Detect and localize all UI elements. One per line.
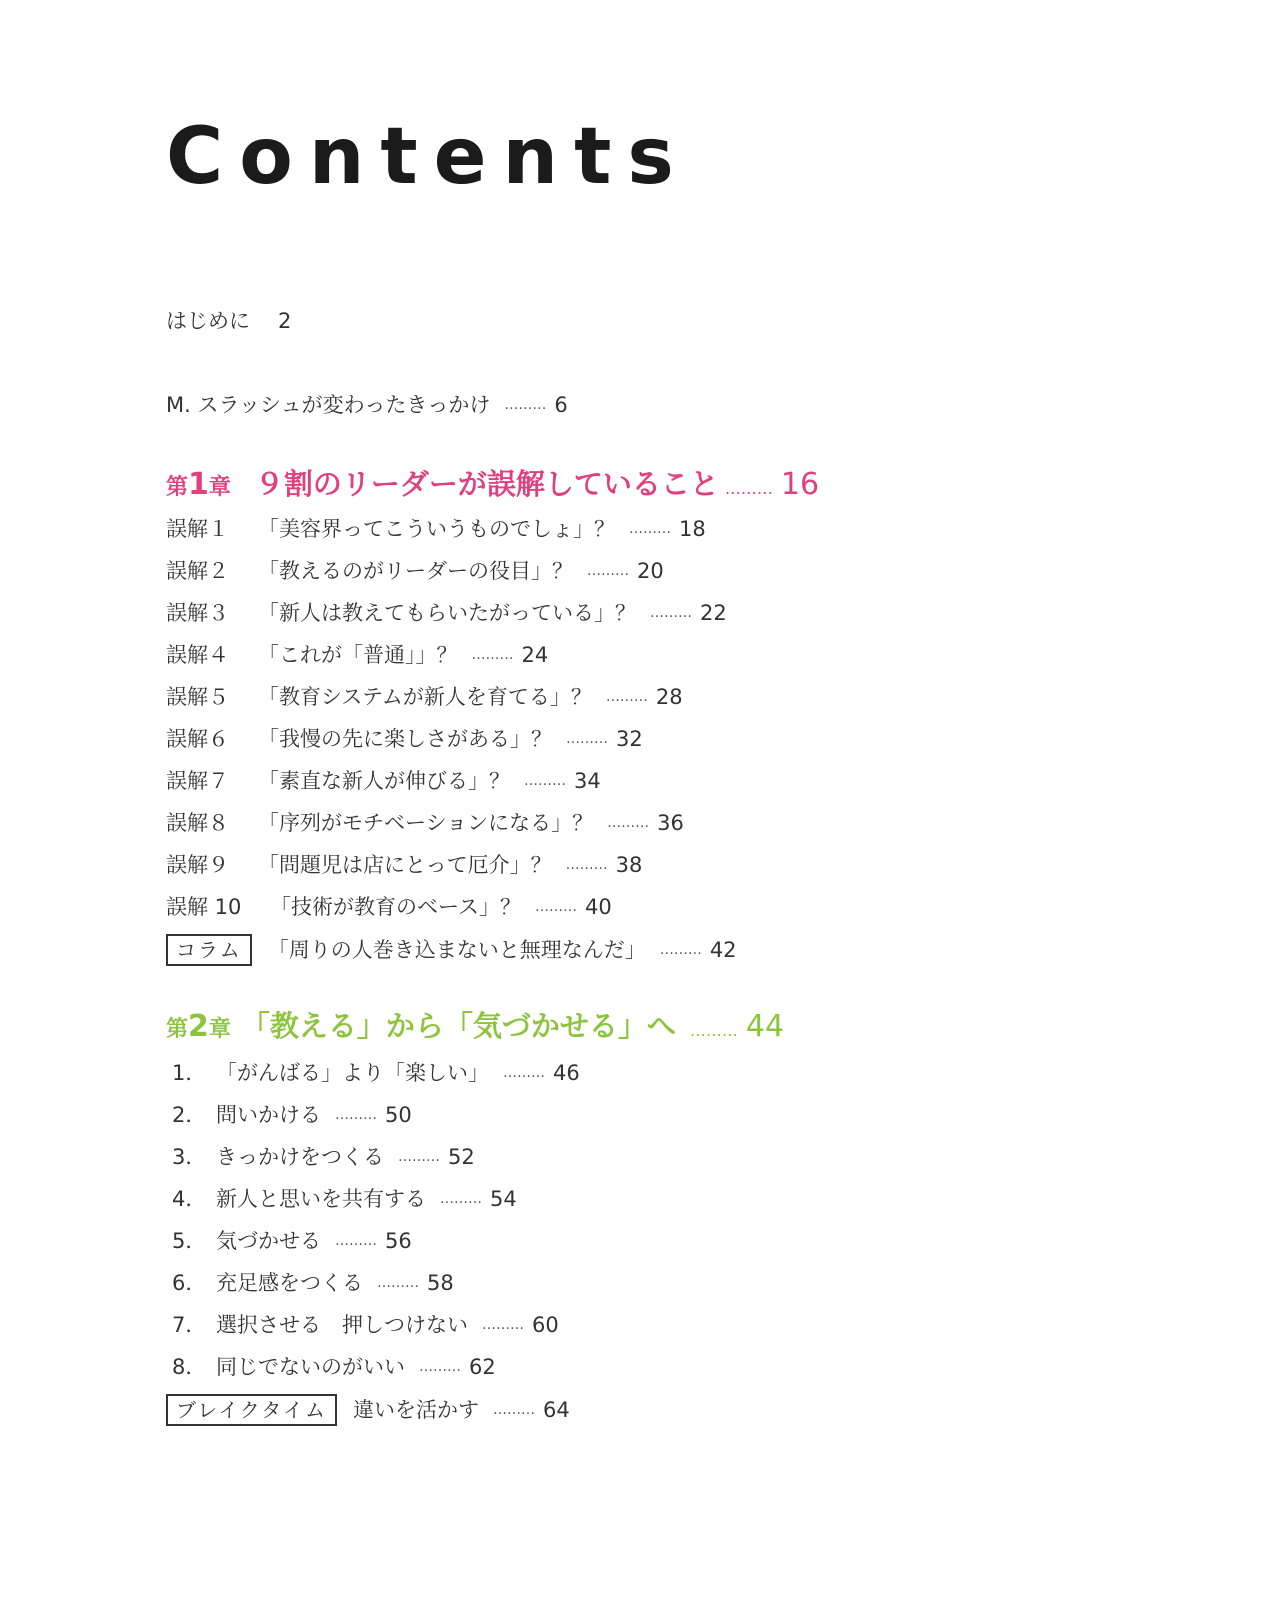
toc-entry-section-4[interactable] (166, 1184, 517, 1214)
toc-entry-misunderstanding-5[interactable] (166, 682, 683, 712)
entry-text: 「素直な新人が伸びる」？ (258, 769, 510, 793)
entry-page: 22 (700, 601, 727, 625)
entry-text: 「問題児は店にとって厄介」？ (258, 853, 552, 877)
entry-number: 3． (172, 1145, 207, 1169)
chapter-2-page: 44 (745, 1009, 785, 1044)
entry-number: 4． (172, 1187, 207, 1211)
toc-entry-section-3[interactable] (166, 1142, 475, 1172)
column-page: 42 (709, 938, 737, 962)
entry-dots: ……… (566, 731, 608, 747)
toc-entry-misunderstanding-9[interactable] (166, 850, 642, 880)
entry-dots: ……… (650, 605, 692, 621)
entry-number: 誤解９ (166, 853, 229, 877)
entry-text: 問いかける (216, 1103, 321, 1127)
toc-entry-misunderstanding-8[interactable] (166, 808, 684, 838)
entry-number: 誤解７ (166, 769, 229, 793)
entry-page: 24 (521, 643, 549, 667)
entry-number: 1． (172, 1061, 207, 1085)
intro-page: 2 (278, 309, 292, 333)
entry-text: 「技術が教育のベース」？ (270, 895, 521, 919)
entry-page: 34 (574, 769, 601, 793)
entry-number: 誤解３ (166, 601, 229, 625)
entry-number: 誤解 10 (166, 895, 242, 919)
entry-text: 「教えるのがリーダーの役目」？ (258, 559, 573, 583)
intro-label: はじめに (166, 309, 250, 333)
entry-dots: ……… (335, 1233, 377, 1249)
toc-entry-section-1[interactable] (166, 1058, 580, 1088)
chapter-2-heading[interactable] (166, 1008, 784, 1049)
entry-page: 36 (657, 811, 684, 835)
entry-page: 28 (655, 685, 683, 709)
entry-text: 気づかせる (216, 1229, 321, 1253)
entry-text: 充足感をつくる (216, 1271, 363, 1295)
entry-number: 7． (172, 1313, 207, 1337)
chapter-1-heading[interactable] (166, 466, 819, 507)
entry-page: 52 (448, 1145, 475, 1169)
entry-number: 誤解４ (166, 643, 229, 667)
entry-number: 誤解８ (166, 811, 229, 835)
chapter-1-label: 第1章 (166, 467, 231, 502)
column-dots: ……… (659, 942, 702, 958)
toc-entry-misunderstanding-10[interactable] (166, 892, 612, 922)
break-time-page: 64 (543, 1398, 570, 1422)
entry-number: 6． (172, 1271, 207, 1295)
toc-entry-misunderstanding-2[interactable] (166, 556, 664, 586)
entry-dots: ……… (607, 815, 650, 831)
entry-dots: ……… (419, 1359, 461, 1375)
toc-entry-misunderstanding-6[interactable] (166, 724, 643, 754)
entry-dots: ……… (629, 521, 671, 537)
entry-page: 60 (532, 1313, 559, 1337)
entry-text: きっかけをつくる (216, 1145, 384, 1169)
entry-text: 「これが「普通」」？ (258, 643, 458, 667)
entry-page: 38 (615, 853, 643, 877)
toc-entry-intro[interactable] (166, 306, 291, 336)
entry-text: 同じでないのがいい (216, 1355, 405, 1379)
entry-text: 新人と思いを共有する (216, 1187, 426, 1211)
entry-dots: ……… (471, 647, 514, 663)
entry-page: 56 (385, 1229, 412, 1253)
entry-page: 18 (679, 517, 706, 541)
entry-dots: ……… (335, 1107, 377, 1123)
prologue-text: M. スラッシュが変わったきっかけ (166, 393, 491, 417)
entry-dots: ……… (534, 899, 577, 915)
chapter-1-title: ９割のリーダーが誤解していること (254, 467, 719, 501)
page-title: Contents (166, 112, 690, 202)
toc-entry-misunderstanding-7[interactable] (166, 766, 601, 796)
entry-number: 8． (172, 1355, 207, 1379)
toc-entry-misunderstanding-3[interactable] (166, 598, 727, 628)
chapter-1-dots: ……… (724, 479, 773, 498)
entry-dots: ……… (503, 1065, 545, 1081)
entry-number: 5． (172, 1229, 207, 1253)
entry-page: 62 (469, 1355, 496, 1379)
entry-page: 50 (385, 1103, 412, 1127)
entry-text: 選択させる 押しつけない (216, 1313, 468, 1337)
column-badge: コラム (166, 934, 252, 966)
entry-page: 54 (490, 1187, 517, 1211)
entry-number: 2． (172, 1103, 207, 1127)
entry-text: 「序列がモチベーションになる」？ (258, 811, 594, 835)
toc-entry-misunderstanding-4[interactable] (166, 640, 548, 670)
entry-dots: ……… (377, 1275, 419, 1291)
chapter-2-dots: ……… (689, 1021, 738, 1040)
entry-dots: ……… (398, 1149, 440, 1165)
entry-dots: ……… (605, 689, 648, 705)
break-time-badge: ブレイクタイム (166, 1394, 337, 1426)
entry-text: 「新人は教えてもらいたがっている」？ (258, 601, 636, 625)
entry-text: 「美容界ってこういうものでしょ」？ (258, 517, 615, 541)
entry-dots: ……… (524, 773, 566, 789)
toc-entry-section-5[interactable] (166, 1226, 412, 1256)
entry-page: 20 (637, 559, 664, 583)
break-time-text: 違いを活かす (353, 1398, 479, 1422)
entry-page: 40 (584, 895, 612, 919)
entry-text: 「我慢の先に楽しさがある」？ (258, 727, 552, 751)
entry-dots: ……… (440, 1191, 482, 1207)
prologue-dots: ……… (504, 397, 547, 413)
chapter-2-label: 第2章 (166, 1009, 231, 1044)
toc-entry-column[interactable] (166, 934, 737, 966)
toc-entry-section-6[interactable] (166, 1268, 454, 1298)
toc-entry-misunderstanding-1[interactable] (166, 514, 706, 544)
entry-number: 誤解６ (166, 727, 229, 751)
entry-text: 「教育システムが新人を育てる」？ (258, 685, 592, 709)
entry-dots: ……… (565, 857, 608, 873)
chapter-1-page: 16 (780, 467, 820, 502)
prologue-page: 6 (554, 393, 568, 417)
toc-entry-prologue[interactable] (166, 390, 568, 420)
entry-dots: ……… (587, 563, 629, 579)
entry-page: 32 (616, 727, 643, 751)
entry-text: 「がんばる」より「楽しい」 (216, 1061, 489, 1085)
toc-entry-break-time[interactable] (166, 1394, 570, 1426)
entry-number: 誤解２ (166, 559, 229, 583)
toc-entry-section-2[interactable] (166, 1100, 412, 1130)
column-text: 「周りの人巻き込まないと無理なんだ」 (267, 938, 646, 962)
entry-dots: ……… (482, 1317, 524, 1333)
toc-entry-section-8[interactable] (166, 1352, 496, 1382)
entry-page: 46 (553, 1061, 580, 1085)
entry-number: 誤解５ (166, 685, 229, 709)
entry-number: 誤解１ (166, 517, 229, 541)
entry-page: 58 (427, 1271, 454, 1295)
chapter-2-title: 「教える」から「気づかせる」へ (240, 1009, 676, 1043)
toc-entry-section-7[interactable] (166, 1310, 559, 1340)
break-time-dots: ……… (493, 1402, 535, 1418)
